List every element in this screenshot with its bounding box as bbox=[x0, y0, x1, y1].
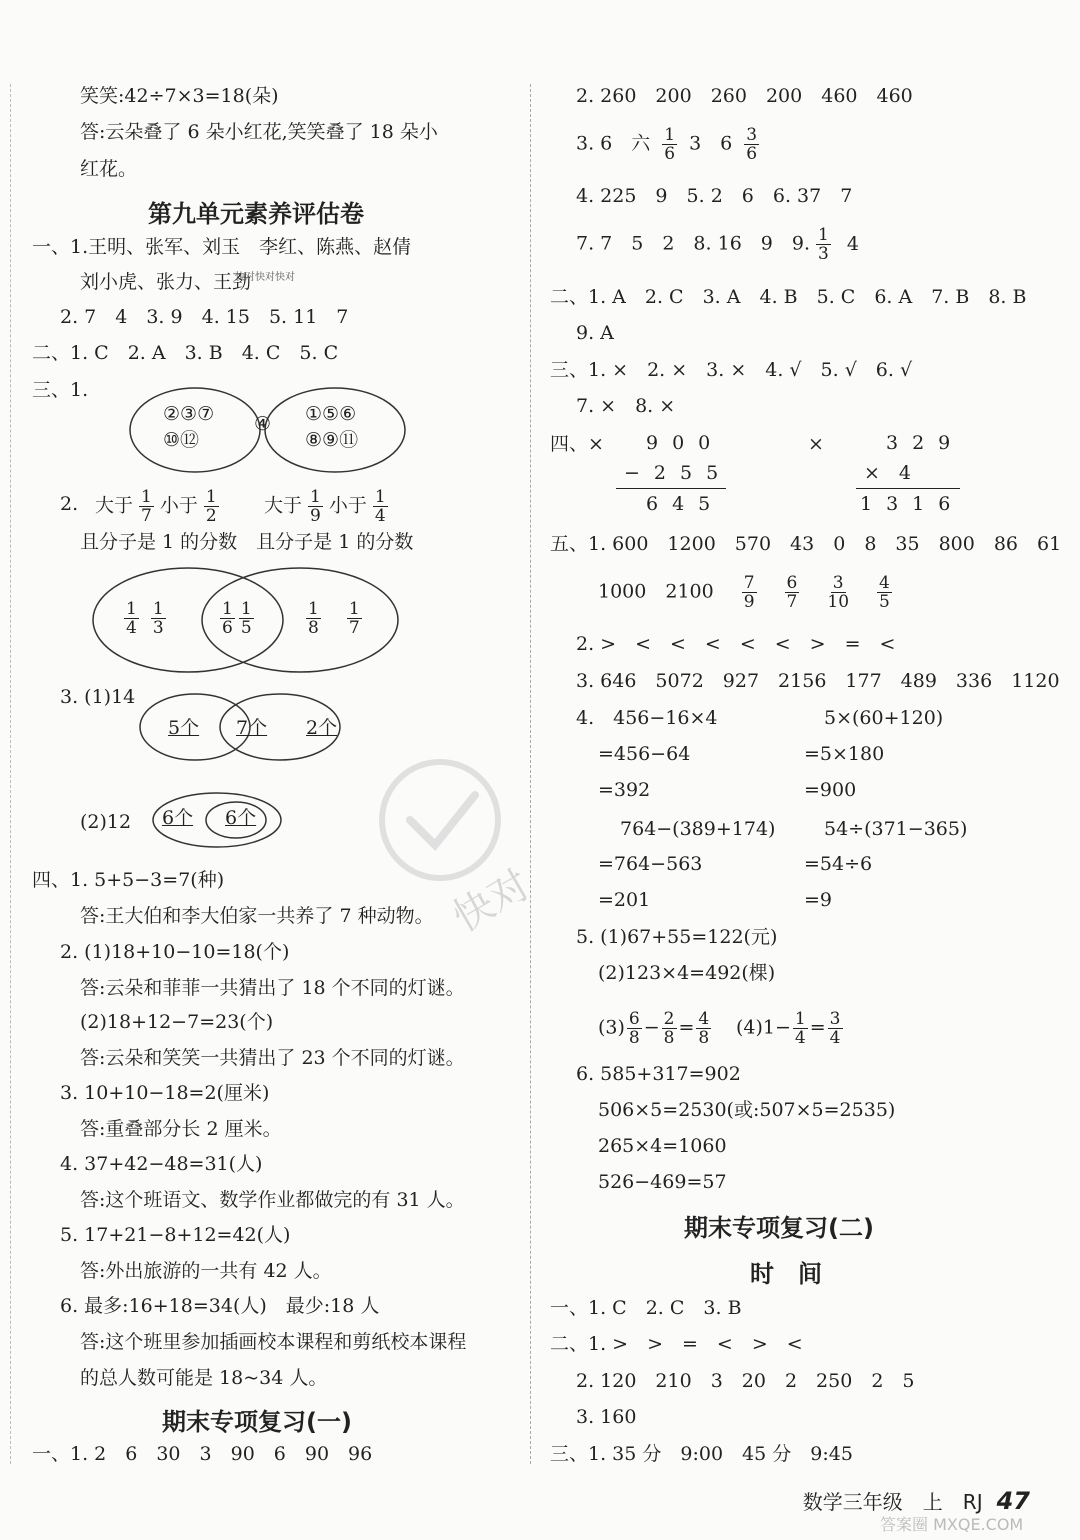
text-line: 红花。 bbox=[80, 158, 138, 180]
page-number: 47 bbox=[996, 1487, 1030, 1515]
num: 3 bbox=[829, 1009, 841, 1029]
num: 3 bbox=[746, 125, 758, 145]
fraction bbox=[662, 1010, 677, 1047]
label: 7. 7 5 2 8. 16 9 9. bbox=[576, 232, 810, 255]
num: 1 bbox=[794, 1009, 806, 1029]
fraction bbox=[793, 1010, 808, 1047]
den: 7 bbox=[786, 592, 798, 612]
den: 4 bbox=[829, 1028, 841, 1048]
venn1-left: ②③⑦ bbox=[163, 403, 215, 425]
text-line: 答:云朵和笑笑一共猜出了 23 个不同的灯谜。 bbox=[80, 1047, 465, 1069]
num: 1 bbox=[664, 125, 676, 145]
label: (3) bbox=[598, 1016, 625, 1039]
venn2-mid bbox=[218, 600, 256, 637]
num: 7 bbox=[743, 573, 755, 593]
fraction bbox=[220, 600, 235, 637]
fraction bbox=[662, 126, 677, 163]
text-line: 2. > < < < < < > = < bbox=[576, 633, 896, 655]
num: 1 bbox=[205, 487, 217, 507]
text-line: 7. × 8. × bbox=[576, 395, 676, 417]
venn1-right2: ⑧⑨⑪ bbox=[305, 429, 359, 451]
text-line: 答:云朵叠了 6 朵小红花,笑笑叠了 18 朵小 bbox=[80, 121, 438, 143]
text-line: 一、1. C 2. C 3. B bbox=[550, 1297, 742, 1319]
venn3-left: 5个 bbox=[168, 717, 200, 739]
num: 3 bbox=[832, 573, 844, 593]
text-line: 2. bbox=[60, 493, 79, 515]
den: 7 bbox=[348, 618, 360, 638]
vertical-subtraction bbox=[616, 428, 732, 519]
section-heading: 期末专项复习(一) bbox=[162, 1408, 352, 1436]
section-heading: 时 间 bbox=[750, 1260, 822, 1288]
text-line: 五、1. 600 1200 570 43 0 8 35 800 86 61 bbox=[550, 533, 1062, 555]
fraction bbox=[151, 600, 166, 637]
num: 1 bbox=[240, 599, 252, 619]
den: 7 bbox=[141, 506, 152, 526]
venn2-right bbox=[300, 600, 368, 637]
text-line: 3. 10+10−18=2(厘米) bbox=[60, 1082, 270, 1104]
footer-subject: 数学三年级 上 RJ bbox=[802, 1490, 983, 1514]
venn2-caption-left bbox=[95, 488, 225, 525]
text-line: 3. 646 5072 927 2156 177 489 336 1120 bbox=[576, 670, 1060, 692]
den: 5 bbox=[879, 592, 890, 612]
num: 1 bbox=[374, 487, 386, 507]
fraction bbox=[828, 1010, 843, 1047]
den: 2 bbox=[205, 506, 217, 526]
fraction bbox=[816, 226, 831, 263]
text-line: (2)123×4=492(棵) bbox=[598, 962, 776, 984]
section-heading: 期末专项复习(二) bbox=[684, 1214, 874, 1242]
text-line: 5. 17+21−8+12=42(人) bbox=[60, 1224, 291, 1246]
text-line: 三、1. 35 分 9:00 45 分 9:45 bbox=[550, 1443, 853, 1465]
text-line: (2)18+12−7=23(个) bbox=[80, 1011, 274, 1033]
text-line: 二、1. C 2. A 3. B 4. C 5. C bbox=[32, 342, 339, 364]
text-line: 三、1. × 2. × 3. × 4. √ 5. √ 6. √ bbox=[550, 359, 913, 381]
text-line: 笑笑:42÷7×3=18(朵) bbox=[80, 85, 279, 107]
text-line: 506×5=2530(或:507×5=2535) bbox=[598, 1099, 896, 1121]
watermark-corner: 答案圈 MXQE.COM bbox=[880, 1515, 1024, 1534]
op: − bbox=[643, 1016, 660, 1039]
den: 9 bbox=[743, 592, 755, 612]
operand: 900 bbox=[646, 432, 725, 454]
text-line: =201 bbox=[598, 889, 651, 911]
text-line: 答:重叠部分长 2 厘米。 bbox=[80, 1118, 282, 1140]
page-footer bbox=[803, 1486, 1030, 1515]
text-line: =900 bbox=[804, 779, 857, 801]
den: 6 bbox=[664, 144, 676, 164]
text-line: 6. 最多:16+18=34(人) 最少:18 人 bbox=[60, 1295, 380, 1317]
op: = bbox=[678, 1016, 695, 1039]
den: 9 bbox=[310, 506, 321, 526]
label: 3 6 bbox=[689, 132, 733, 155]
text-line: 2. 260 200 260 200 460 460 bbox=[576, 85, 913, 107]
equation-3 bbox=[598, 1010, 713, 1047]
fraction bbox=[306, 600, 321, 637]
den: 6 bbox=[746, 144, 758, 164]
text-line: 4. 456−16×4 bbox=[576, 707, 718, 729]
text-line: 2. 7 4 3. 9 4. 15 5. 11 7 bbox=[60, 306, 349, 328]
fraction bbox=[744, 126, 759, 163]
text-line bbox=[598, 574, 898, 611]
den: 3 bbox=[152, 618, 164, 638]
den: 10 bbox=[827, 592, 850, 612]
text-line: 764−(389+174) bbox=[620, 818, 776, 840]
fraction bbox=[204, 488, 219, 525]
text-line: 一、1.王明、张军、刘玉 李红、陈燕、赵倩 bbox=[32, 236, 412, 258]
text-line: =456−64 bbox=[598, 743, 691, 765]
text-line: 答:王大伯和李大伯家一共养了 7 种动物。 bbox=[80, 905, 434, 927]
text-line: 6. 585+317=902 bbox=[576, 1063, 741, 1085]
num: 1 bbox=[222, 599, 233, 619]
text-line: =9 bbox=[804, 889, 833, 911]
text-line: 4. 37+42−48=31(人) bbox=[60, 1153, 263, 1175]
num: 1 bbox=[310, 487, 321, 507]
text-line: 且分子是 1 的分数 且分子是 1 的分数 bbox=[80, 531, 414, 553]
venn1-right: ①⑤⑥ bbox=[305, 403, 357, 425]
text-line: 3. 160 bbox=[576, 1406, 637, 1428]
result: 1316 bbox=[860, 493, 965, 515]
venn1-mid: ④ bbox=[254, 413, 272, 435]
num: 1 bbox=[818, 225, 829, 245]
fraction bbox=[877, 574, 892, 611]
vertical-multiplication bbox=[856, 428, 964, 519]
venn2-caption-right bbox=[264, 488, 394, 525]
num: 2 bbox=[663, 1009, 675, 1029]
num: 1 bbox=[308, 599, 319, 619]
den: 8 bbox=[698, 1028, 710, 1048]
venn1-left2: ⑩⑫ bbox=[163, 429, 200, 451]
text-line: 54÷(371−365) bbox=[824, 818, 968, 840]
text-line: 9. A bbox=[576, 322, 614, 344]
venn3-right: 2个 bbox=[306, 717, 338, 739]
text-line: 526−469=57 bbox=[598, 1171, 727, 1193]
watermark-logo bbox=[340, 740, 540, 910]
section-heading: 第九单元素养评估卷 bbox=[148, 200, 364, 228]
venn2-left bbox=[118, 600, 172, 637]
text-line: 5×(60+120) bbox=[824, 707, 944, 729]
result: 645 bbox=[646, 493, 725, 515]
den: 8 bbox=[663, 1028, 675, 1048]
num: 1 bbox=[152, 599, 164, 619]
den: 5 bbox=[240, 618, 252, 638]
label: 大于 bbox=[264, 494, 303, 517]
fraction bbox=[239, 600, 254, 637]
text-line: 2. 120 210 3 20 2 250 2 5 bbox=[576, 1370, 915, 1392]
text-line: 三、1. bbox=[32, 379, 89, 401]
text-line: 的总人数可能是 18~34 人。 bbox=[80, 1367, 328, 1389]
text-line: 二、1. > > = < > < bbox=[550, 1333, 803, 1355]
fraction bbox=[627, 1010, 642, 1047]
fraction bbox=[308, 488, 323, 525]
watermark-small: 快对快对快对 bbox=[235, 272, 295, 283]
text-line: =764−563 bbox=[598, 853, 703, 875]
fraction bbox=[139, 488, 154, 525]
text-line: 3. (1)14 bbox=[60, 686, 136, 708]
op: = bbox=[809, 1016, 826, 1039]
fraction bbox=[347, 600, 362, 637]
operand: −255 bbox=[624, 462, 733, 484]
text-line: =5×180 bbox=[804, 743, 885, 765]
label: 大于 bbox=[95, 494, 134, 517]
watermark-text: 快对 bbox=[445, 861, 538, 942]
num: 6 bbox=[628, 1009, 640, 1029]
den: 8 bbox=[628, 1028, 640, 1048]
text-line bbox=[576, 226, 859, 263]
label: 1000 2100 bbox=[598, 580, 714, 603]
text-line: (2)12 bbox=[80, 811, 132, 833]
text-line: 答:这个班里参加插画校本课程和剪纸校本课程 bbox=[80, 1331, 467, 1353]
label: 4 bbox=[846, 232, 859, 255]
text-line: 5. (1)67+55=122(元) bbox=[576, 926, 778, 948]
text-line: 四、× bbox=[550, 433, 604, 455]
operand: × 4 bbox=[864, 462, 912, 484]
equation-4 bbox=[736, 1010, 845, 1047]
label: 小于 bbox=[159, 494, 198, 517]
text-line: =392 bbox=[598, 779, 651, 801]
fraction bbox=[373, 488, 388, 525]
label: 3. 6 六 bbox=[576, 132, 651, 155]
num: 1 bbox=[126, 599, 137, 619]
text-line: 4. 225 9 5. 2 6 6. 37 7 bbox=[576, 185, 853, 207]
den: 3 bbox=[818, 244, 829, 264]
fraction bbox=[696, 1010, 711, 1047]
den: 4 bbox=[794, 1028, 806, 1048]
den: 4 bbox=[126, 618, 137, 638]
den: 6 bbox=[222, 618, 233, 638]
text-line: 2. (1)18+10−10=18(个) bbox=[60, 941, 290, 963]
text-line: 一、1. 2 6 30 3 90 6 90 96 bbox=[32, 1443, 373, 1465]
text-line bbox=[576, 126, 771, 163]
text-line: 265×4=1060 bbox=[598, 1135, 727, 1157]
label: (4)1− bbox=[736, 1016, 791, 1039]
right-column bbox=[540, 0, 1080, 1540]
num: 6 bbox=[786, 573, 798, 593]
fraction bbox=[742, 574, 757, 611]
venn3-mid: 7个 bbox=[236, 717, 268, 739]
fraction bbox=[785, 574, 800, 611]
num: 4 bbox=[879, 573, 890, 593]
den: 8 bbox=[308, 618, 319, 638]
venn4-inner: 6个 bbox=[225, 807, 257, 829]
den: 4 bbox=[374, 506, 386, 526]
num: 1 bbox=[348, 599, 360, 619]
text-line: 刘小虎、张力、王劲 bbox=[80, 271, 252, 293]
text-line: =54÷6 bbox=[804, 853, 873, 875]
operand: 329 bbox=[886, 432, 965, 454]
text-line: 答:这个班语文、数学作业都做完的有 31 人。 bbox=[80, 1189, 465, 1211]
text-line: 答:外出旅游的一共有 42 人。 bbox=[80, 1260, 332, 1282]
fraction bbox=[124, 600, 139, 637]
text-line: 四、1. 5+5−3=7(种) bbox=[32, 869, 225, 891]
multiply-sign: × bbox=[808, 433, 824, 455]
num: 1 bbox=[141, 487, 152, 507]
label: 小于 bbox=[328, 494, 367, 517]
venn4-outer: 6个 bbox=[162, 807, 194, 829]
text-line: 二、1. A 2. C 3. A 4. B 5. C 6. A 7. B 8. B bbox=[550, 286, 1027, 308]
num: 4 bbox=[698, 1009, 710, 1029]
fraction bbox=[827, 574, 849, 611]
text-line: 答:云朵和菲菲一共猜出了 18 个不同的灯谜。 bbox=[80, 977, 465, 999]
